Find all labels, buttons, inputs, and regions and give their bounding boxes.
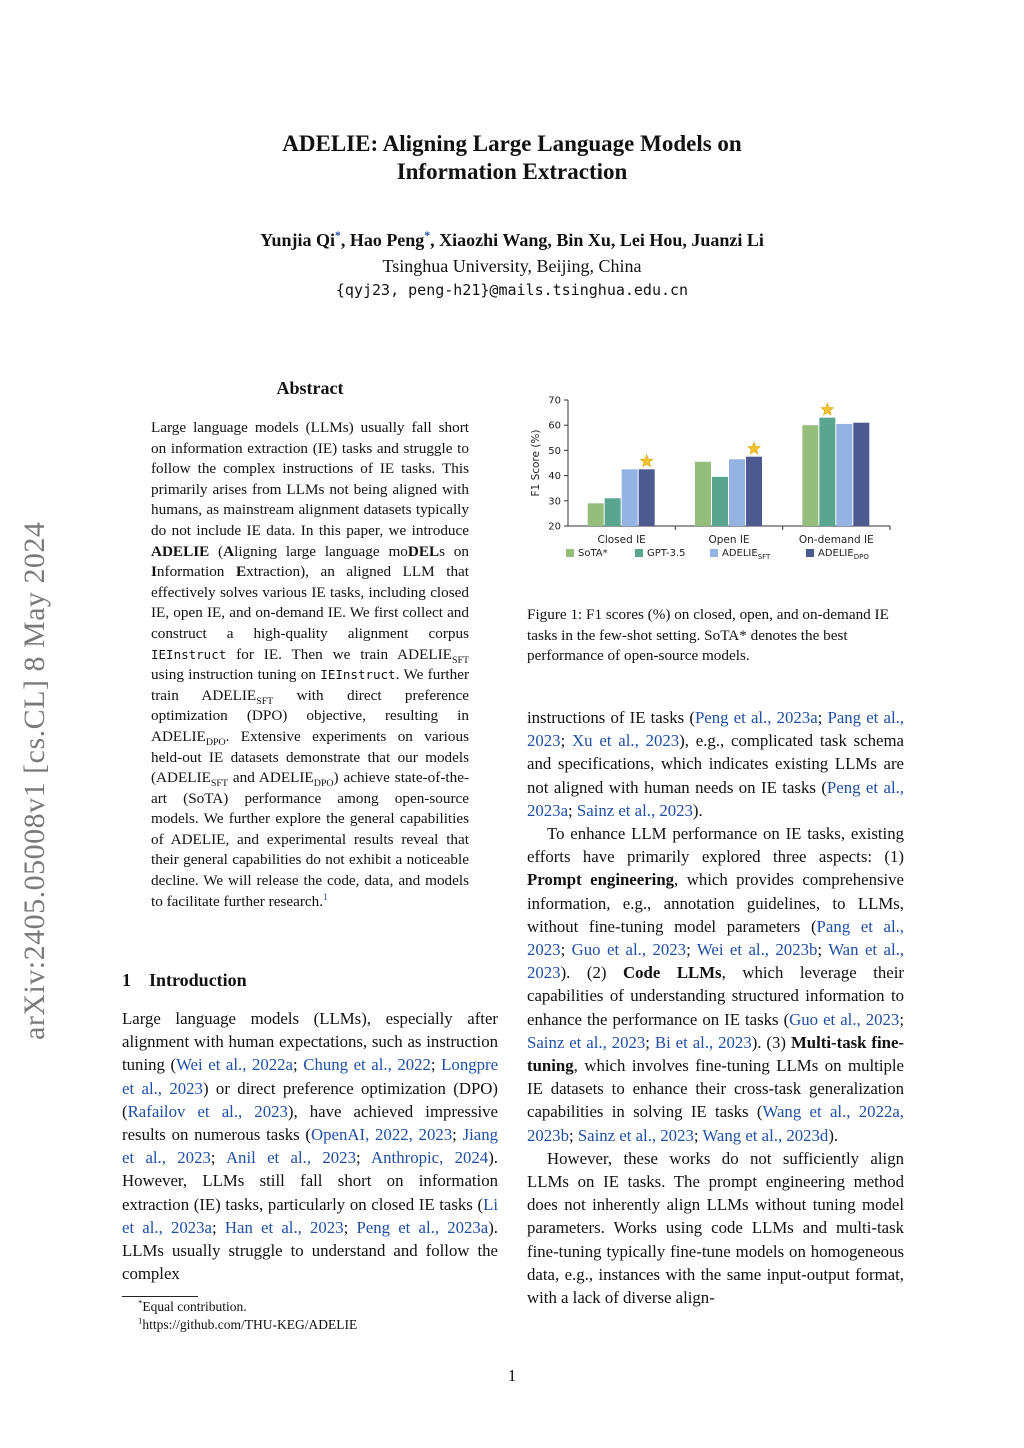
citation-link[interactable]: Jiang et al., 2023 [122, 1125, 498, 1168]
y-tick-label: 60 [548, 420, 561, 432]
citation-link[interactable]: Pang et al., 2023 [527, 916, 904, 960]
title-line-1: ADELIE: Aligning Large Language Models on [282, 131, 742, 156]
legend-swatch [806, 549, 814, 557]
citation-link[interactable]: Guo et al., 2023 [571, 940, 687, 960]
y-tick-label: 30 [548, 496, 561, 508]
section-heading: 1 Introduction [122, 970, 247, 990]
y-tick-label: 50 [548, 445, 561, 457]
intro-paragraph-2: To enhance LLM performance on IE tasks, existing efforts have primarily explored three aspects: (1) Prompt engineering, which provides comprehensive information, e.g., annotation guidelines, to LLMs, without fine-tuning model parameters (Pang et al., 2023; Guo et al., 2023; Wei et al., 2023b; Wan et al., 2023). (2) Code LLMs, which leverage their capabilities of understanding structured information to enhance the performance on IE tasks (Guo et al., 2023; Sainz et al., 2023; Bi et al., 2023). (3) Multi-task fine-tuning, which involves fine-tuning LLMs on multiple IE datasets to enhance their cross-task generalization capabilities in solving IE tasks (Wang et al., 2022a, 2023b; Sainz et al., 2023; Wang et al., 2023d). [527, 824, 905, 1145]
footnote-ref-1[interactable]: 1 [323, 891, 328, 903]
legend-label: GPT-3.5 [647, 548, 686, 559]
y-axis-label: F1 Score (%) [530, 429, 542, 497]
email: {qyj23, peng-h21}@mails.tsinghua.edu.cn [335, 281, 689, 299]
legend-swatch [635, 549, 643, 557]
intro-paragraph-3: However, these works do not sufficiently align LLMs on IE tasks. The prompt engineering method does not inherently align LLMs without tuning model parameters. Works using code LLMs and multi-task fine-tuning typically fine-tune models on homogeneous data, e.g., instances with the same input-output format, with a lack of diverse align- [527, 1148, 904, 1308]
citation-link[interactable]: Xu et al., 2023 [572, 731, 680, 751]
figure-caption: Figure 1: F1 scores (%) on closed, open, and on-demand IE tasks in the few-shot setting. SoTA* denotes the best performance of open-source models. [527, 606, 889, 665]
y-tick-label: 40 [548, 471, 561, 483]
affiliation: Tsinghua University, Beijing, China [382, 256, 642, 276]
citation-link[interactable]: Peng et al., 2023a [356, 1217, 489, 1237]
citation-link[interactable]: Longpre et al., 2023 [122, 1055, 499, 1098]
citation-link[interactable]: Peng et al., 2023a [527, 777, 904, 820]
abstract-heading: Abstract [276, 378, 344, 398]
bar [622, 469, 638, 526]
bar [588, 503, 604, 526]
legend-swatch [566, 549, 574, 557]
bar [853, 423, 869, 526]
legend-label: $ADELIE_{DPO}$ [818, 548, 869, 561]
bar [605, 498, 621, 526]
citation-link[interactable]: Wang et al., 2022a, 2023b [527, 1102, 904, 1145]
bar [695, 462, 711, 526]
citation-link[interactable]: Rafailov et al., 2023 [127, 1101, 288, 1121]
footnote-2: $^1$https://github.com/THU-KEG/ADELIE [138, 1315, 358, 1332]
legend-label: $ADELIE_{SFT}$ [722, 548, 771, 561]
equal-mark-1[interactable]: * [334, 229, 341, 242]
f1-score-chart [520, 392, 910, 572]
citation-link[interactable]: Chung et al., 2022 [303, 1055, 431, 1075]
citation-link[interactable]: Pang et al., 2023 [527, 708, 904, 751]
legend-swatch [710, 549, 718, 557]
citation-link[interactable]: Peng et al., 2023a [694, 708, 818, 727]
y-tick-label: 70 [548, 395, 561, 407]
citation-link[interactable]: Li et al., 2023a [122, 1194, 498, 1237]
bar [712, 477, 728, 526]
equal-mark-2[interactable]: * [424, 229, 431, 242]
intro-right-column [527, 706, 904, 1309]
citation-link[interactable]: Anil et al., 2023 [225, 1148, 356, 1168]
abstract-body: Large language models (LLMs) usually fall short on information extraction (IE) tasks and struggle to follow the complex instructions of IE tasks. This primarily arises from LLMs not being aligned with humans, as mainstream alignment datasets typically do not include IE data. In this paper, we introduce ADELIE (Aligning large language moDELs on Information Extraction), an aligned LLM that effectively solves various IE tasks, including closed IE, open IE, and on-demand IE. We first collect and construct a high-quality alignment corpus IEInstruct for IE. Then we train $ADELIE_{SFT}$ using instruction tuning on IEInstruct. We further train $ADELIE_{SFT}$ with direct preference optimization (DPO) objective, resulting in $ADELIE_{DPO}$. Extensive experiments on various held-out IE datasets demonstrate that our models ($ADELIE_{SFT}$ and $ADELIE_{DPO}$) achieve state-of-the-art (SoTA) performance among open-source models. We further explore the general capabilities of ADELIE, and experimental results reveal that their general capabilities do not exhibit a noticeable decline. We will release the code, data, and models to facilitate further research.$^1$ [151, 419, 470, 910]
author-2: Hao Peng [349, 230, 425, 250]
author-list: Yunjia Qi*, Hao Peng*, Xiaozhi Wang, Bin Xu, Lei Hou, Juanzi Li [260, 229, 764, 250]
citation-link[interactable]: Wei et al., 2022a [176, 1055, 294, 1075]
authors-rest: , Xiaozhi Wang, Bin Xu, Lei Hou, Juanzi Li [430, 230, 764, 250]
github-link[interactable]: https://github.com/THU-KEG/ADELIE [142, 1317, 358, 1332]
bar [729, 459, 745, 526]
citation-link[interactable]: Bi et al., 2023 [654, 1032, 752, 1052]
citation-link[interactable]: Sainz et al., 2023 [576, 800, 693, 820]
star-icon [640, 455, 652, 467]
legend-subscript: DPO [853, 553, 869, 561]
citation-link[interactable]: Guo et al., 2023 [789, 1009, 900, 1029]
footnote-rule [122, 1296, 198, 1297]
bar [819, 418, 835, 526]
page-number: 1 [507, 1366, 517, 1385]
legend-subscript: SFT [757, 553, 771, 561]
x-tick-label: Open IE [708, 534, 750, 546]
citation-link[interactable]: Sainz et al., 2023 [577, 1125, 694, 1145]
star-icon [748, 442, 760, 454]
citation-link[interactable]: Anthropic, 2024 [371, 1148, 489, 1168]
citation-link[interactable]: Sainz et al., 2023 [527, 1032, 646, 1052]
bar [639, 469, 655, 526]
citation-link[interactable]: Han et al., 2023 [224, 1217, 344, 1237]
legend-label: SoTA* [578, 548, 608, 559]
bar [802, 425, 818, 526]
citation-link[interactable]: OpenAI, 2022, 2023 [311, 1125, 453, 1145]
citation-link[interactable]: Wei et al., 2023b [696, 940, 818, 960]
title-line-2: Information Extraction [396, 159, 628, 184]
citation-link[interactable]: Wang et al., 2023d [702, 1125, 829, 1145]
paper-title [0, 130, 1024, 186]
bar [836, 424, 852, 526]
bar [746, 457, 762, 526]
author-1: Yunjia Qi [260, 230, 335, 250]
intro-paragraph-1: Large language models (LLMs), especially after alignment with human expectations, such as instruction tuning (Wei et al., 2022a; Chung et al., 2022; Longpre et al., 2023) or direct preference optimization (DPO) (Rafailov et al., 2023), have achieved impressive results on numerous tasks (OpenAI, 2022, 2023; Jiang et al., 2023; Anil et al., 2023; Anthropic, 2024). However, LLMs still fall short on information extraction (IE) tasks, particularly on closed IE tasks (Li et al., 2023a; Han et al., 2023; Peng et al., 2023a). LLMs usually struggle to understand and follow the complex [122, 1009, 499, 1284]
x-tick-label: Closed IE [597, 534, 646, 546]
citation-link[interactable]: Wan et al., 2023 [527, 940, 905, 983]
intro-paragraph-1-cont: instructions of IE tasks (Peng et al., 2023a; Pang et al., 2023; Xu et al., 2023), e.g., complicated task schema and specifications, which indicates existing LLMs are not aligned with human needs on IE tasks (Peng et al., 2023a; Sainz et al., 2023). [527, 708, 904, 820]
corpus-name: IEInstruct [151, 646, 227, 662]
arxiv-stamp: arXiv:2405.05008v1 [cs.CL] 8 May 2024 [18, 521, 51, 1040]
footnote-1: *Equal contribution. [138, 1297, 247, 1314]
y-tick-label: 20 [548, 521, 561, 533]
star-icon [821, 403, 833, 415]
x-tick-label: On-demand IE [798, 534, 874, 546]
